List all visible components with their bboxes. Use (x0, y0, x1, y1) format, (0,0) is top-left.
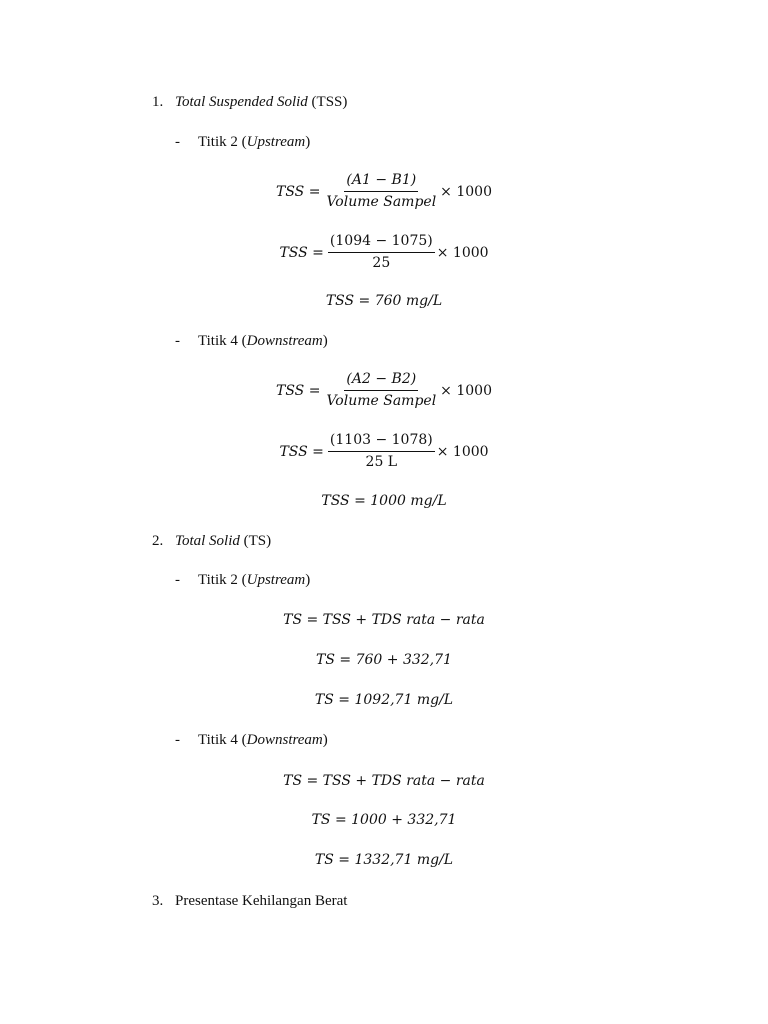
fraction: $\frac{(A1 - B1)}{\text{Volume Sampel}}$ (326, 172, 437, 210)
subsection-label: Titik 2 (Upstream) (198, 134, 311, 150)
list-dash: - (175, 333, 180, 349)
subsection-label: Titik 4 (Downstream) (198, 732, 328, 748)
section-number: 3. (152, 893, 164, 909)
equation-result: TS = 1332,71 mg/L (314, 852, 454, 868)
equation-fraction: TSS = $\frac{(A2 - B2)}{\text{Volume Sampel}}$ × 1000 (276, 371, 492, 409)
section-title: Total Suspended Solid (TSS) (175, 94, 348, 110)
list-dash: - (175, 732, 180, 748)
section-number: 1. (152, 94, 164, 110)
equation-fraction: TSS = $\frac{(1094 - 1075)}{25}$ × 1000 (279, 233, 489, 271)
list-dash: - (175, 134, 180, 150)
equation-result: TS = 1092,71 mg/L (314, 692, 454, 708)
fraction: $\frac{(A2 - B2)}{\text{Volume Sampel}}$ (326, 371, 437, 409)
equation-result: TSS = 760 mg/L (325, 293, 443, 309)
fraction: $\frac{(1103 - 1078)}{25 L}$ (329, 432, 433, 470)
equation-line: TS = 1000 + 332,71 (311, 812, 457, 828)
equation-fraction: TSS = $\frac{(1103 - 1078)}{25 L}$ × 1000 (279, 432, 489, 470)
equation-result: TSS = 1000 mg/L (321, 493, 447, 509)
subsection-label: Titik 4 (Downstream) (198, 333, 328, 349)
section-number: 2. (152, 533, 164, 549)
equation-fraction: TSS = $\frac{(A1 - B1)}{\text{Volume Sampel}}$ × 1000 (276, 172, 492, 210)
fraction: $\frac{(1094 - 1075)}{25}$ (329, 233, 433, 271)
subsection-label: Titik 2 (Upstream) (198, 572, 311, 588)
equation-line: TS = TSS + TDS rata − rata (283, 612, 485, 628)
section-title: Presentase Kehilangan Berat (175, 893, 348, 909)
list-dash: - (175, 572, 180, 588)
equation-line: TS = 760 + 332,71 (316, 652, 452, 668)
equation-line: TS = TSS + TDS rata − rata (283, 773, 485, 789)
section-title: Total Solid (TS) (175, 533, 272, 549)
